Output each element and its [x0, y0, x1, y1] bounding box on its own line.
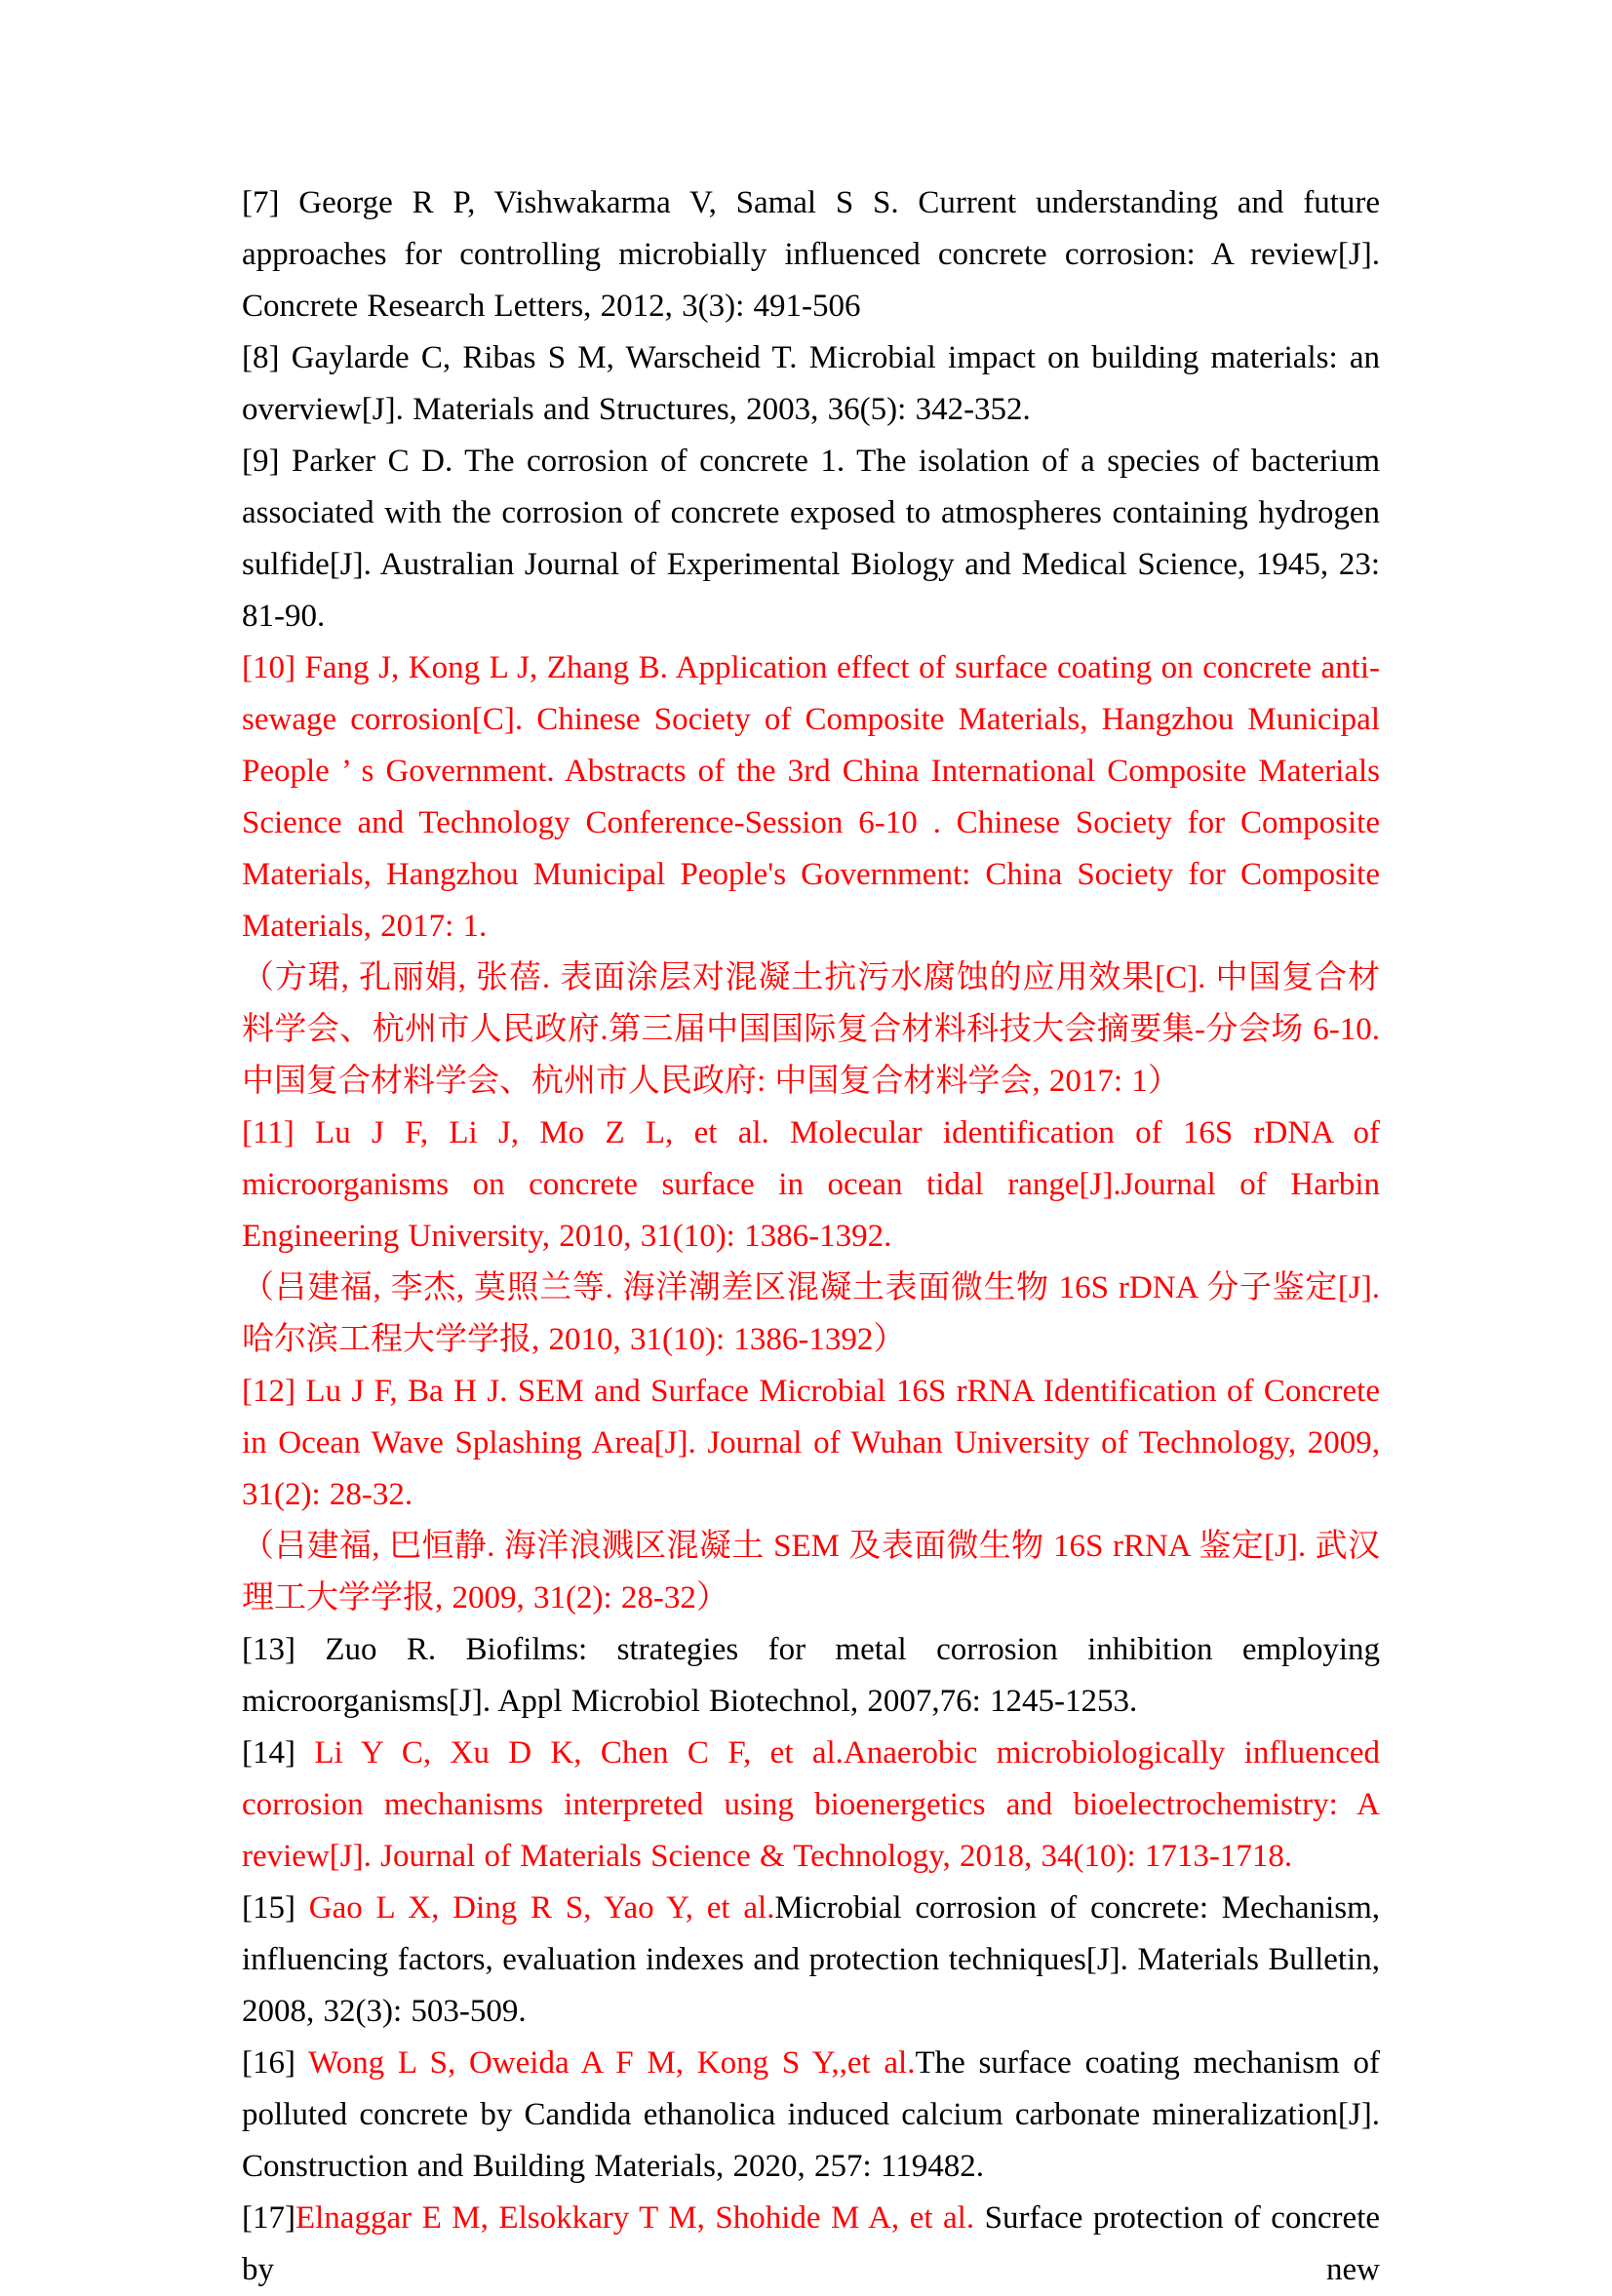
reference-text-segment: [9] Parker C D. The corrosion of concrete 1. The isolation of a species of bacterium associated with the corrosion of concrete exposed to atmospheres containing hydrogen sulfide[J]. Australian Journal of Experimental Biology and Medical Science, 1945, 23: 81-90. [242, 444, 1380, 634]
reference-text-segment: Surface protection of concrete by new [242, 2200, 1381, 2287]
reference-text-segment: [13] Zuo R. Biofilms: strategies for metal corrosion inhibition employing microorganisms[J]. Appl Microbiol Biotechnol, 2007,76: 1245-1253. [242, 1632, 1380, 1719]
reference-paragraph-ref-12-chinese [242, 1521, 1380, 1624]
reference-text-segment: Li Y C, Xu D K, Chen C F, et al.Anaerobic microbiologically influenced corrosion mechanisms interpreted using bioenergetics and bioelectrochemistry: A review[J]. Journal of Materials Science & Technology, 2018, 34(10): 1713-1718. [242, 1735, 1381, 1874]
reference-text-segment: [12] Lu J F, Ba H J. SEM and Surface Microbial 16S rRNA Identification of Concrete in Ocean Wave Splashing Area[J]. Journal of Wuhan University of Technology, 2009, 31(2): 28-32. [242, 1374, 1380, 1512]
reference-text-segment: [15] [242, 1890, 309, 1926]
reference-paragraph-ref-15 [242, 1883, 1380, 2038]
reference-paragraph-ref-11 [242, 1108, 1380, 1263]
reference-text-segment: [14] [242, 1735, 315, 1771]
reference-text-segment: （吕建福, 巴恒静. 海洋浪溅区混凝土 SEM 及表面微生物 16S rRNA 鉴定[J]. 武汉理工大学学报, 2009, 31(2): 28-32） [242, 1529, 1380, 1615]
reference-text-segment: （吕建福, 李杰, 莫照兰等. 海洋潮差区混凝土表面微生物 16S rDNA 分子鉴定[J].哈尔滨工程大学学报, 2010, 31(10): 1386-1392） [242, 1270, 1380, 1357]
reference-paragraph-ref-14 [242, 1728, 1380, 1883]
reference-text-segment: Wong L S, Oweida A F M, Kong S Y,,et al. [308, 2045, 916, 2081]
reference-text-segment: [16] [242, 2045, 309, 2081]
reference-paragraph-ref-8 [242, 332, 1380, 436]
reference-text-segment: Elnaggar E M, Elsokkary T M, Shohide M A, et al. [295, 2200, 975, 2236]
reference-paragraph-ref-12 [242, 1366, 1380, 1521]
reference-text-segment: The surface coating mechanism of polluted concrete by Candida ethanolica induced calcium carbonate mineralization[J]. Construction and Building Materials, 2020, 257: 119482. [242, 2045, 1380, 2184]
reference-paragraph-ref-10-chinese [242, 953, 1380, 1108]
reference-paragraph-ref-10 [242, 642, 1380, 953]
reference-text-segment: [8] Gaylarde C, Ribas S M, Warscheid T. Microbial impact on building materials: an overview[J]. Materials and Structures, 2003, 36(5): 342-352. [242, 340, 1380, 427]
reference-text-segment: Gao L X, Ding R S, Yao Y, et al. [308, 1890, 775, 1926]
reference-paragraph-ref-9 [242, 436, 1380, 642]
reference-text-segment: Microbial corrosion of concrete: Mechanism, influencing factors, evaluation indexes and protection techniques[J]. Materials Bulletin, 2008, 32(3): 503-509. [242, 1890, 1381, 2029]
reference-text-segment: [11] Lu J F, Li J, Mo Z L, et al. Molecular identification of 16S rDNA of microorganisms on concrete surface in ocean tidal range[J].Journal of Harbin Engineering University, 2010, 31(10): 1386-1392. [242, 1115, 1380, 1254]
reference-paragraph-ref-17 [242, 2193, 1380, 2296]
reference-text-segment: [7] George R P, Vishwakarma V, Samal S S. Current understanding and future approaches for controlling microbially influenced concrete corrosion: A review[J]. Concrete Research Letters, 2012, 3(3): 491-506 [242, 185, 1380, 324]
reference-paragraph-ref-11-chinese [242, 1263, 1380, 1366]
reference-text-segment: [17] [242, 2200, 295, 2236]
reference-text-segment: （方珺, 孔丽娟, 张蓓. 表面涂层对混凝土抗污水腐蚀的应用效果[C]. 中国复合材料学会、杭州市人民政府.第三届中国国际复合材料科技大会摘要集-分会场 6-10. 中国复合材料学会、杭州市人民政府: 中国复合材料学会, 2017: 1） [242, 960, 1380, 1099]
reference-paragraph-ref-7 [242, 177, 1380, 332]
reference-text-segment: [10] Fang J, Kong L J, Zhang B. Application effect of surface coating on concrete anti-sewage corrosion[C]. Chinese Society of Composite Materials, Hangzhou Municipal People ’ s Government. Abstracts of the 3rd China International Composite Materials Science and Technology Conference-Session 6-10 . Chinese Society for Composite Materials, Hangzhou Municipal People's Government: China Society for Composite Materials, 2017: 1. [242, 650, 1380, 944]
references-list [242, 177, 1380, 2296]
reference-paragraph-ref-16 [242, 2038, 1380, 2193]
reference-paragraph-ref-13 [242, 1624, 1380, 1728]
